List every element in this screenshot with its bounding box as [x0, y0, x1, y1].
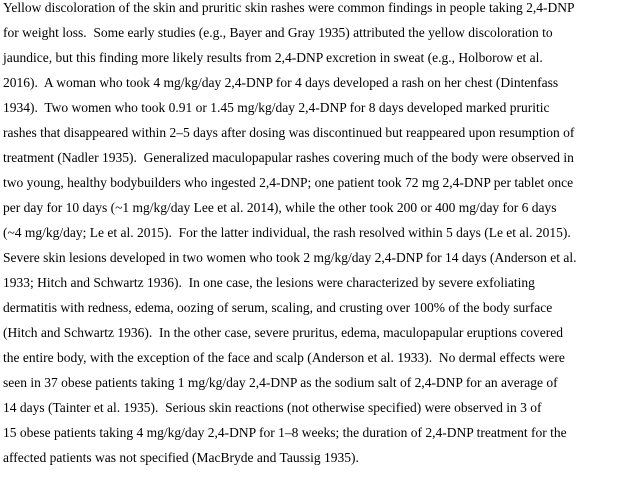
paragraph-line: 1933; Hitch and Schwartz 1936). In one case, the lesions were characterized by severe exfoliating — [3, 275, 535, 290]
paragraph-line: jaundice, but this finding more likely results from 2,4-DNP excretion in sweat (e.g., Holborow et al. — [3, 50, 543, 65]
paragraph-line: affected patients was not specified (MacBryde and Taussig 1935). — [3, 450, 359, 465]
paragraph-line: 14 days (Tainter et al. 1935). Serious skin reactions (not otherwise specified) were observed in 3 of — [3, 400, 542, 415]
paragraph-line: (Hitch and Schwartz 1936). In the other case, severe pruritus, edema, maculopapular eruptions covered — [3, 325, 564, 340]
paragraph-line: Severe skin lesions developed in two women who took 2 mg/kg/day 2,4-DNP for 14 days (Anderson et al. — [3, 250, 577, 265]
paragraph-line: seen in 37 obese patients taking 1 mg/kg/day 2,4-DNP as the sodium salt of 2,4-DNP for an average of — [3, 375, 558, 390]
paragraph-line: (~4 mg/kg/day; Le et al. 2015). For the latter individual, the rash resolved within 5 days (Le et al. 2015). — [3, 225, 571, 240]
paragraph-line: 15 obese patients taking 4 mg/kg/day 2,4-DNP for 1–8 weeks; the duration of 2,4-DNP treatment for the — [3, 425, 567, 440]
paragraph-line: 2016). A woman who took 4 mg/kg/day 2,4-DNP for 4 days developed a rash on her chest (Dintenfass — [3, 75, 559, 90]
paragraph-line: for weight loss. Some early studies (e.g., Bayer and Gray 1935) attributed the yellow discoloration to — [3, 25, 553, 40]
paragraph-line: Yellow discoloration of the skin and pruritic skin rashes were common findings in people taking 2,4-DNP — [3, 0, 575, 15]
paragraph-line: two young, healthy bodybuilders who ingested 2,4-DNP; one patient took 72 mg 2,4-DNP per tablet once — [3, 175, 574, 190]
paragraph-line: treatment (Nadler 1935). Generalized maculopapular rashes covering much of the body were observed in — [3, 150, 574, 165]
paragraph-line: per day for 10 days (~1 mg/kg/day Lee et al. 2014), while the other took 200 or 400 mg/day for 6 days — [3, 200, 557, 215]
paragraph-line: the entire body, with the exception of the face and scalp (Anderson et al. 1933). No dermal effects were — [3, 350, 565, 365]
paragraph-line: dermatitis with redness, edema, oozing of serum, scaling, and crusting over 100% of the body surface — [3, 300, 553, 315]
paragraph-line: rashes that disappeared within 2–5 days after dosing was discontinued but reappeared upon resumption of — [3, 125, 575, 140]
paragraph-line: 1934). Two women who took 0.91 or 1.45 mg/kg/day 2,4-DNP for 8 days developed marked pruritic — [3, 100, 550, 115]
